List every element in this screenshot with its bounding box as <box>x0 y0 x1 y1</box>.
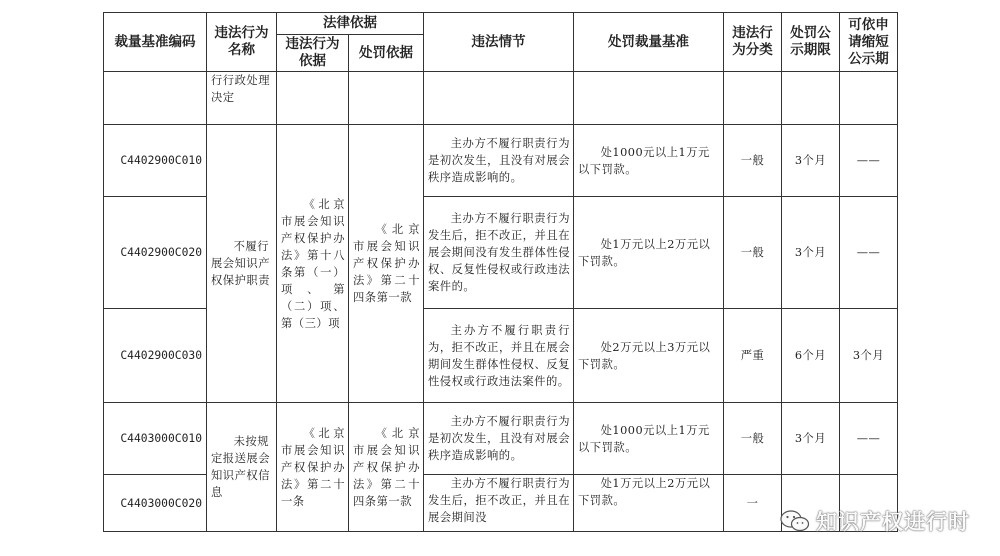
header-legal-basis: 法律依据 <box>277 13 424 35</box>
row-period: 3个月 <box>782 403 840 475</box>
watermark <box>780 506 970 536</box>
row-category: 一般 <box>724 197 782 309</box>
row-circumstances: 主办方不履行职责行为是初次发生，且没有对展会秩序造成影响的。 <box>424 125 574 197</box>
row-code: C4402900C010 <box>104 125 207 197</box>
table-row <box>104 125 898 197</box>
header-penalty-basis: 处罚依据 <box>349 35 424 72</box>
row-code: C4402900C020 <box>104 197 207 309</box>
row-shorten: —— <box>840 197 898 309</box>
discretion-table <box>103 12 898 532</box>
wechat-icon <box>780 509 810 533</box>
group-violation-basis: 《北京市展会知识产权保护办法》第二十一条 <box>277 403 349 532</box>
row-category: 一般 <box>724 125 782 197</box>
row-circumstances: 主办方不履行职责行为发生后，拒不改正，并且在展会期间没 <box>424 475 574 532</box>
watermark-text: 知识产权进行时 <box>816 510 970 534</box>
row-period: 3个月 <box>782 125 840 197</box>
header-code: 裁量基准编码 <box>104 13 207 72</box>
row-circumstances: 主办方不履行职责行为是初次发生，且没有对展会秩序造成影响的。 <box>424 403 574 475</box>
row-shorten: —— <box>840 403 898 475</box>
header-name: 违法行为名称 <box>207 13 277 72</box>
row-circumstances: 主办方不履行职责行为，拒不改正，并且在展会期间发生群体性侵权、反复性侵权或行政违法案件的。 <box>424 309 574 403</box>
row-category: 一般 <box>724 403 782 475</box>
row-shorten: —— <box>840 125 898 197</box>
row-code: C4403000C010 <box>104 403 207 475</box>
group-penalty-basis: 《北京市展会知识产权保护办法》第二十四条第一款 <box>349 125 424 403</box>
header-circumstances: 违法情节 <box>424 13 574 72</box>
row-code: C4403000C020 <box>104 475 207 532</box>
header-violation-basis: 违法行为依据 <box>277 35 349 72</box>
continued-name: 行行政处理决定 <box>207 72 277 125</box>
row-standard: 处2万元以上3万元以下罚款。 <box>574 309 724 403</box>
row-category: 严重 <box>724 309 782 403</box>
table-row <box>104 403 898 475</box>
row-circumstances: 主办方不履行职责行为发生后，拒不改正，并且在展会期间没有发生群体性侵权、反复性侵权或行政违法案件的。 <box>424 197 574 309</box>
row-standard: 处1000元以上1万元以下罚款。 <box>574 403 724 475</box>
header-category: 违法行为分类 <box>724 13 782 72</box>
table-row <box>104 72 898 125</box>
row-period: 3个月 <box>782 197 840 309</box>
row-shorten: 3个月 <box>840 309 898 403</box>
group-penalty-basis: 《北京市展会知识产权保护办法》第二十四条第一款 <box>349 403 424 532</box>
group-name: 不履行展会知识产权保护职责 <box>207 125 277 403</box>
row-category: 一 <box>724 475 782 532</box>
header-standard: 处罚裁量基准 <box>574 13 724 72</box>
row-standard: 处1000元以上1万元以下罚款。 <box>574 125 724 197</box>
row-standard: 处1万元以上2万元以下罚款。 <box>574 197 724 309</box>
row-period: 6个月 <box>782 309 840 403</box>
row-standard: 处1万元以上2万元以下罚款。 <box>574 475 724 532</box>
row-code: C4402900C030 <box>104 309 207 403</box>
header-shorten: 可依申请缩短公示期 <box>840 13 898 72</box>
group-name: 未按规定报送展会知识产权信息 <box>207 403 277 532</box>
header-period: 处罚公示期限 <box>782 13 840 72</box>
group-violation-basis: 《北京市展会知识产权保护办法》第十八条第（一）项、第（二）项、第（三）项 <box>277 125 349 403</box>
